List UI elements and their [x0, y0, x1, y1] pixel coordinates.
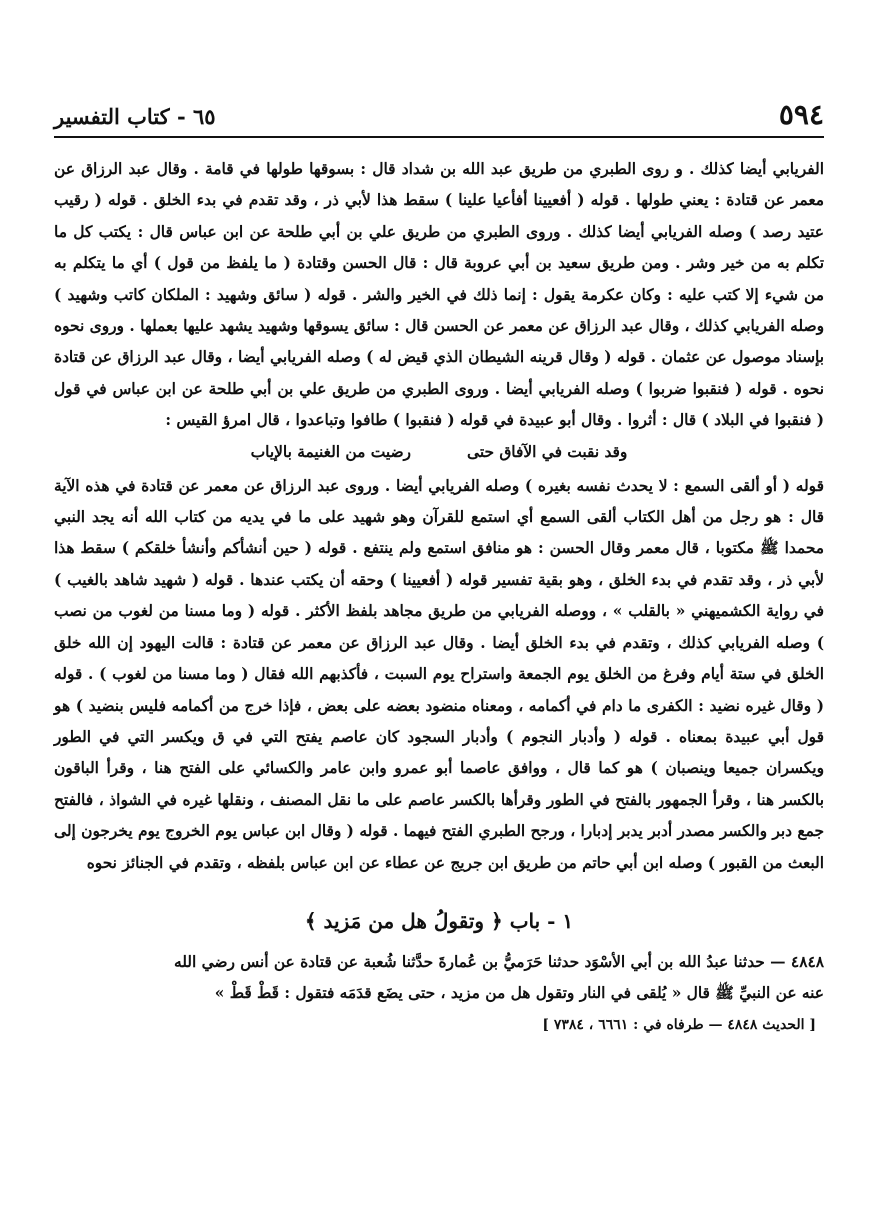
page-number: ٥٩٤: [778, 98, 824, 131]
chapter-heading: ١ - باب ﴿ وتقولُ هل من مَزيد ﴾: [304, 908, 574, 933]
hadith-line-1: ٤٨٤٨ — حدثنا عبدُ الله بن أبي الأسْوَد حدثنا حَرَميُّ بن عُمارةَ حدَّثنا شُعبة عن قتادة عن أنس رضي الله: [173, 952, 824, 971]
hadith-footnote: [ الحديث ٤٨٤٨ — طرفاه في : ٦٦٦١ ، ٧٣٨٤ ]: [542, 1016, 816, 1033]
hadith-line-2: عنه عن النبيِّ ﷺ قال « يُلقى في النار وتقول هل من مزيد ، حتى يضَع قدَمَه فتقول : قَطْ قَطْ »: [214, 983, 824, 1002]
verse-hemistich-right: وقد نقبت في الآفاق حتى: [467, 442, 628, 461]
commentary-text-2: [54, 471, 824, 879]
verse-hemistich-left: رضيت من الغنيمة بالإياب: [250, 442, 411, 461]
page-header: [54, 96, 824, 138]
commentary-text: [54, 154, 824, 437]
commentary-paragraph-2: قوله ( أو ألقى السمع : لا يحدث نفسه بغيره ) وصله الفريابي أيضا . وروى عبد الرزاق عن معمر عن قتادة في هذه الآية قال : هو رجل من أهل الكتاب ألقى السمع أي استمع للقرآن وهو شهيد على ما في يديه من كتاب الله أنه يجد النبي محمدا ﷺ مكتوبا ، قال معمر وقال الحسن : هو منافق استمع ولم ينتفع . قوله ( حين أنشأكم وأنشأ خلقكم ) سقط هذا لأبي ذر ، وقد تقدم في بدء الخلق ، وهو بقية تفسير قوله ( أفعيينا ) وحقه أن يكتب عندها . قوله ( شهيد شاهد بالغيب ) في رواية الكشميهني « بالقلب » ، ووصله الفريابي من طريق مجاهد بلفظ الأكثر . قوله ( وما مسنا من لغوب من نصب ) وصله الفريابي كذلك ، وتقدم في بدء الخلق أيضا . وقال عبد الرزاق عن معمر عن قتادة : قالت اليهود إن الله خلق الخلق في ستة أيام وفرغ من الخلق يوم الجمعة واستراح يوم السبت ، فأكذبهم الله فقال ( وما مسنا من لغوب ) . قوله ( وقال غيره نضيد : الكفرى ما دام في أكمامه ، ومعناه منضود بعضه على بعض ، فإذا خرج من أكمامه فليس بنضيد ) هو قول أبي عبيدة بمعناه . قوله ( وأدبار النجوم ) وأدبار السجود كان عاصم يفتح التي في ق ويكسر التي في الطور ويكسران جميعا وينصبان ) هو كما قال ، ووافق عاصما أبو عمرو وابن عامر والكسائي على الفتح هنا ، وقرأ الباقون بالكسر هنا ، وقرأ الجمهور بالفتح في الطور وقرأها بالكسر عاصم على ما نقل المصنف ، ونقلها غيره في الشواذ ، فالفتح جمع دبر والكسر مصدر أدبر يدبر إدبارا ، ورجح الطبري الفتح فيهما . قوله ( وقال ابن عباس يوم الخروج يوم يخرجون إلى البعث من القبور ) وصله ابن أبي حاتم من طريق ابن جريج عن عطاء عن ابن عباس بلفظه ، وتقدم في الجنائز نحوه: [54, 476, 825, 872]
book-title: ٦٥ - كتاب التفسير: [54, 104, 216, 129]
hadith-text: [54, 947, 824, 978]
commentary-paragraph-1: الفريابي أيضا كذلك . و روى الطبري من طريق عبد الله بن شداد قال : بسوقها طولها في قامة . وقال عبد الرزاق عن معمر عن قتادة : يعني طولها . قوله ( أفعيينا أفأعيا علينا ) سقط هذا لأبي ذر ، وقد تقدم في بدء الخلق . قوله ( رقيب عتيد رصد ) وصله الفريابي أيضا كذلك . وروى الطبري من طريق علي بن أبي طلحة عن ابن عباس قال : يكتب كل ما تكلم به من خير وشر . ومن طريق سعيد بن أبي عروبة قال : قال الحسن وقتادة ( ما يلفظ من قول ) أي ما يتكلم به من شيء إلا كتب عليه : وكان عكرمة يقول : إنما ذلك في الخير والشر . قوله ( سائق وشهيد : الملكان كاتب وشهيد ) وصله الفريابي كذلك ، وقال عبد الرزاق عن معمر عن الحسن قال : سائق يسوقها وشهيد يشهد عليها بعملها . وروى نحوه بإسناد موصول عن عثمان . قوله ( وقال قرينه الشيطان الذي قيض له ) وصله الفريابي أيضا ، وقال عبد الرزاق عن قتادة نحوه . قوله ( فنقبوا ضربوا ) وصله الفريابي أيضا . وروى الطبري من طريق علي بن أبي طلحة عن ابن عباس في قول ( فنقبوا في البلاد ) قال : أثروا . وقال أبو عبيدة في قوله ( فنقبوا ) طافوا وتباعدوا ، قال امرؤ القيس :: [54, 160, 824, 430]
poetry-verse: [54, 437, 824, 467]
book-page: [54, 96, 824, 1039]
